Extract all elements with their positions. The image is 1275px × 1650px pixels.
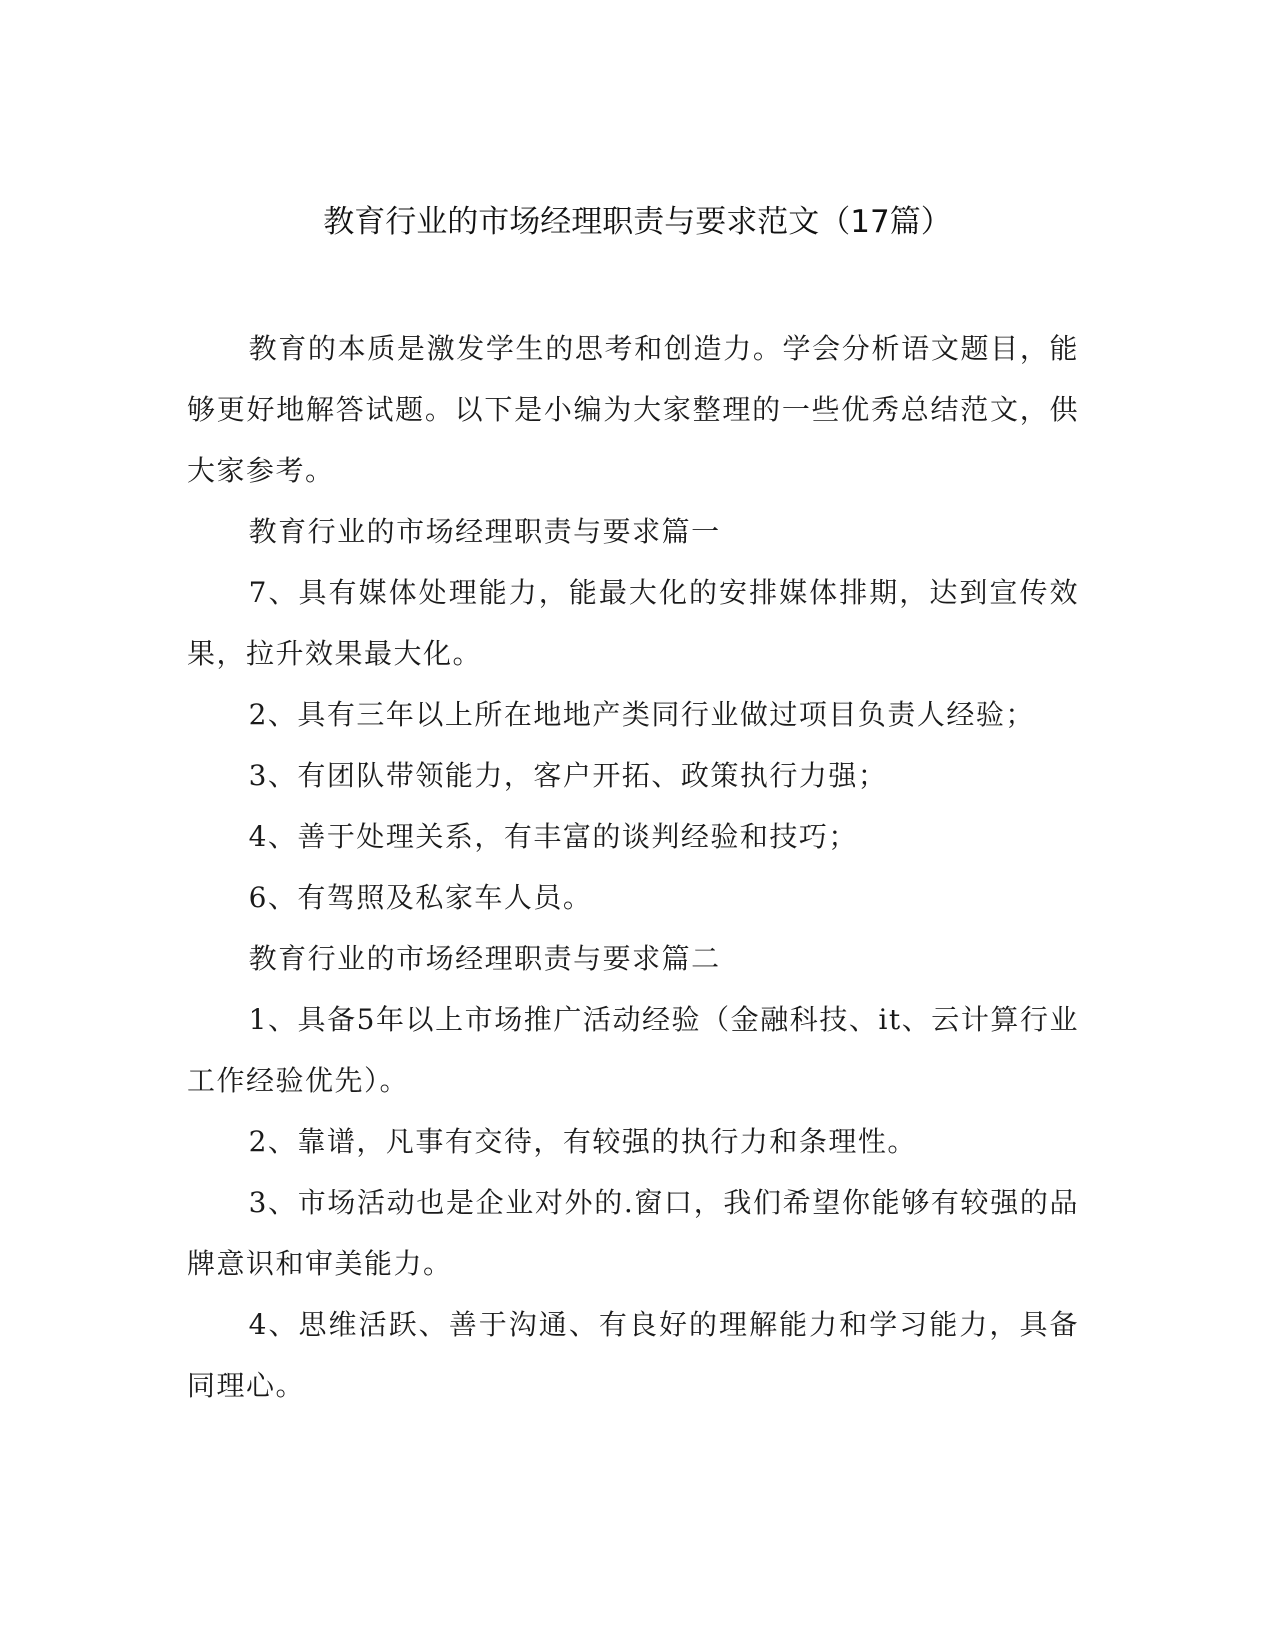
document-body [187, 318, 1079, 1416]
document-title: 教育行业的市场经理职责与要求范文（17篇） [323, 204, 952, 240]
intro-paragraph: 教育的本质是激发学生的思考和创造力。学会分析语文题目，能够更好地解答试题。以下是小编为大家整理的一些优秀总结范文，供大家参考。 [187, 332, 1079, 487]
list-item: 3、市场活动也是企业对外的.窗口，我们希望你能够有较强的品牌意识和审美能力。 [187, 1186, 1079, 1280]
list-item: 4、善于处理关系，有丰富的谈判经验和技巧； [248, 820, 858, 853]
list-item: 4、思维活跃、善于沟通、有良好的理解能力和学习能力，具备同理心。 [187, 1308, 1079, 1402]
list-item: 2、具有三年以上所在地地产类同行业做过项目负责人经验； [248, 698, 1035, 731]
list-item: 3、有团队带领能力，客户开拓、政策执行力强； [248, 759, 888, 792]
section-heading-1: 教育行业的市场经理职责与要求篇一 [248, 515, 721, 548]
list-item: 6、有驾照及私家车人员。 [248, 881, 593, 914]
list-item: 2、靠谱，凡事有交待，有较强的执行力和条理性。 [248, 1125, 917, 1158]
list-item: 7、具有媒体处理能力，能最大化的安排媒体排期，达到宣传效果，拉升效果最大化。 [187, 576, 1079, 670]
list-item: 1、具备5年以上市场推广活动经验（金融科技、it、云计算行业工作经验优先）。 [187, 1003, 1079, 1097]
section-heading-2: 教育行业的市场经理职责与要求篇二 [248, 942, 721, 975]
